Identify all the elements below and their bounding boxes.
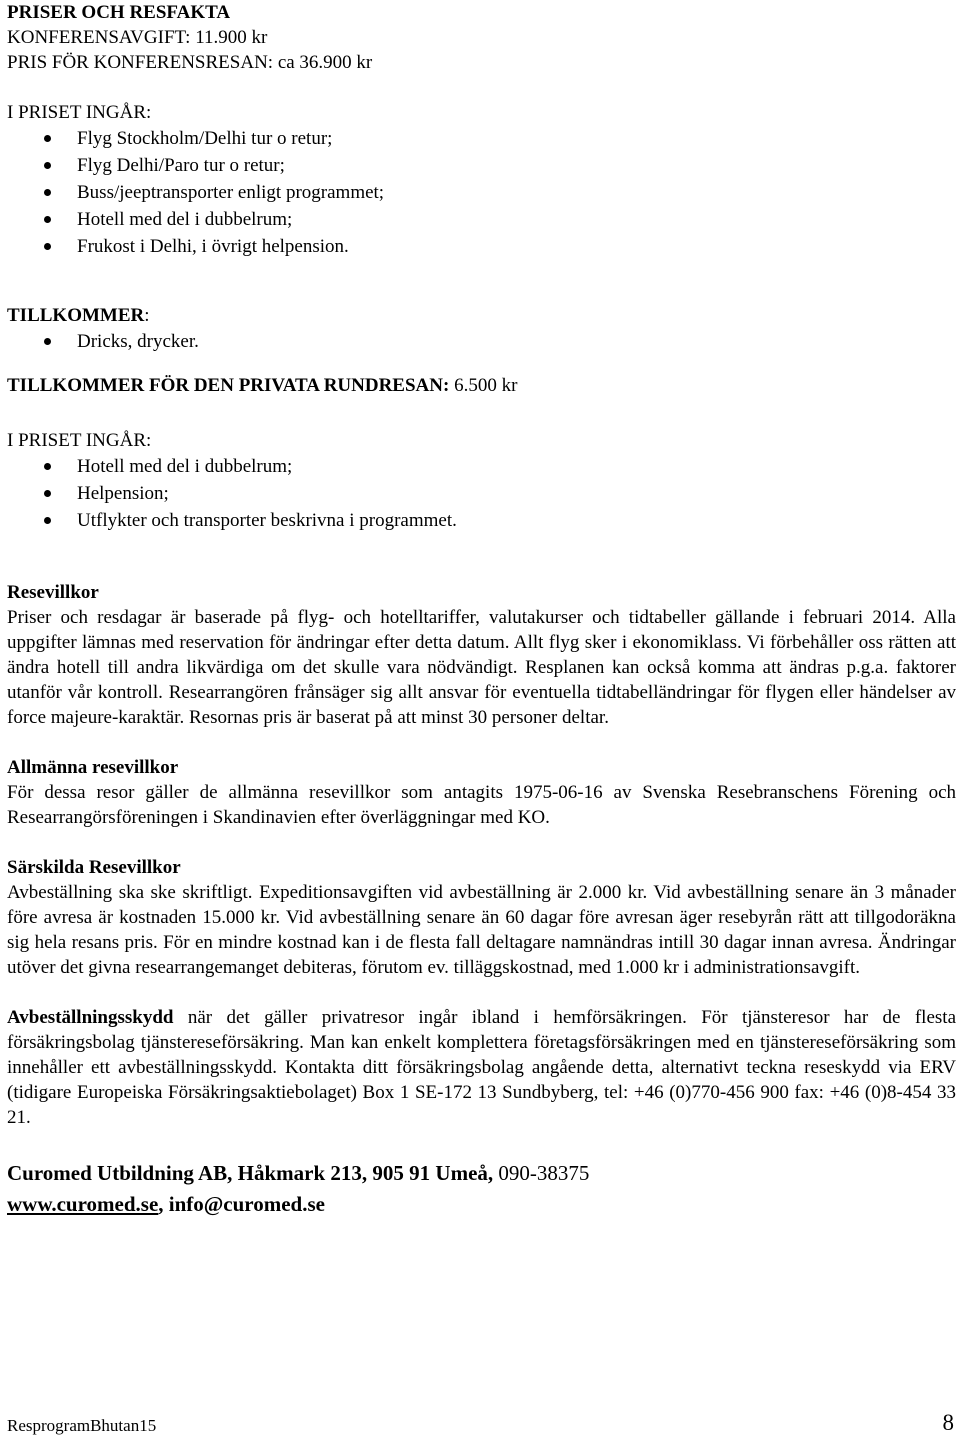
prices-section [7, 0, 956, 534]
special-terms-section [7, 855, 956, 980]
list-item: Hotell med del i dubbelrum; [7, 206, 956, 233]
travel-terms-heading: Resevillkor [7, 582, 99, 603]
cancellation-insurance-text: när det gäller privatresor ingår ibland i hemförsäkringen. För tjänsteresor har de flesta försäkringsbolag tjänstereseförsäkring. Man kan enkelt komplettera företagsförsäkringen med en tjänstereseförsäkring som innehåller ett avbeställningsskydd. Kontakta ditt försäkringsbolag angående detta, alternativt teckna reseskydd via ERV (tidigare Europeiska Försäkringsaktiebolaget) Box 1 SE-172 13 Sundbyberg, tel: +46 (0)770-456 900 fax: +46 (0)8-454 33 21. [7, 1007, 956, 1128]
travel-terms-text: Priser och resdagar är baserade på flyg- och hotelltariffer, valutakurser och tidtabeller gällande i februari 2014. Alla uppgifter lämnas med reservation för ändringar efter detta datum. Allt flyg sker i ekonomiklass. Vi förbehåller oss rätten att ändra hotell till andra likvärdiga om det skulle vara nödvändigt. Resplanen kan också komma att ändras p.g.a. faktorer utanför vår kontroll. Researrangören frånsäger sig allt ansvar för eventuella tidtabelländringar för flygen eller händelser av force majeure-karaktär. Resornas pris är baserat på att minst 30 personer deltar. [7, 607, 956, 728]
list-item: Flyg Stockholm/Delhi tur o retur; [7, 125, 956, 152]
cancellation-insurance-heading: Avbeställningsskydd [7, 1007, 174, 1028]
private-tour-price: 6.500 kr [449, 375, 518, 396]
included-list [7, 125, 956, 260]
footer-doc-name: ResprogramBhutan15 [7, 1416, 157, 1435]
cancellation-insurance-section [7, 1005, 956, 1130]
document-page [7, 0, 956, 1220]
special-terms-heading: Särskilda Resevillkor [7, 857, 181, 878]
list-item: Flyg Delhi/Paro tur o retur; [7, 152, 956, 179]
list-item: Helpension; [7, 480, 956, 507]
page-footer [7, 1410, 954, 1436]
company-phone: 090-38375 [493, 1161, 590, 1185]
list-item: Frukost i Delhi, i övrigt helpension. [7, 233, 956, 260]
extra-colon: : [144, 305, 150, 326]
special-terms-text: Avbeställning ska ske skriftligt. Expeditionsavgiften vid avbeställning är 2.000 kr. Vid avbeställning senare än 3 månader före avresa är kostnaden 15.000 kr. Vid avbeställning senare än 60 dagar före avresan äger resebyrån rätt att tillgodoräkna sig hela resans pris. För en mindre kostnad kan i de flesta fall deltagare namnändras intill 30 dagar innan avresa. Ändringar utöver det givna researrangemanget debiteras, förutom ev. tilläggskostnad, med 1.000 kr i administrationsavgift. [7, 882, 956, 978]
extra-list [7, 328, 956, 355]
list-item: Hotell med del i dubbelrum; [7, 453, 956, 480]
general-terms-heading: Allmänna resevillkor [7, 757, 179, 778]
private-included-list [7, 453, 956, 534]
company-address: Curomed Utbildning AB, Håkmark 213, 905 91 Umeå, [7, 1161, 494, 1185]
company-email[interactable]: , info@curomed.se [158, 1192, 325, 1216]
extra-heading: TILLKOMMER [7, 305, 145, 326]
general-terms-text: För dessa resor gäller de allmänna resevillkor som antagits 1975-06-16 av Svenska Resebranschens Förening och Researrangörsföreningen i Skandinavien efter överläggningar med KO. [7, 782, 956, 828]
list-item: Utflykter och transporter beskrivna i programmet. [7, 507, 956, 534]
list-item: Buss/jeeptransporter enligt programmet; [7, 179, 956, 206]
conference-fee: KONFERENSAVGIFT: 11.900 kr [7, 27, 268, 48]
included-heading: I PRISET INGÅR: [7, 102, 152, 123]
contact-section [7, 1158, 956, 1220]
general-terms-section [7, 755, 956, 830]
prices-heading: PRISER OCH RESFAKTA [7, 2, 231, 23]
private-tour-heading: TILLKOMMER FÖR DEN PRIVATA RUNDRESAN: [7, 375, 450, 396]
private-included-heading: I PRISET INGÅR: [7, 430, 152, 451]
footer-page-number: 8 [942, 1410, 954, 1435]
conference-trip-price: PRIS FÖR KONFERENSRESAN: ca 36.900 kr [7, 52, 373, 73]
website-link[interactable]: www.curomed.se [7, 1192, 159, 1216]
travel-terms-section [7, 580, 956, 730]
list-item: Dricks, drycker. [7, 328, 956, 355]
